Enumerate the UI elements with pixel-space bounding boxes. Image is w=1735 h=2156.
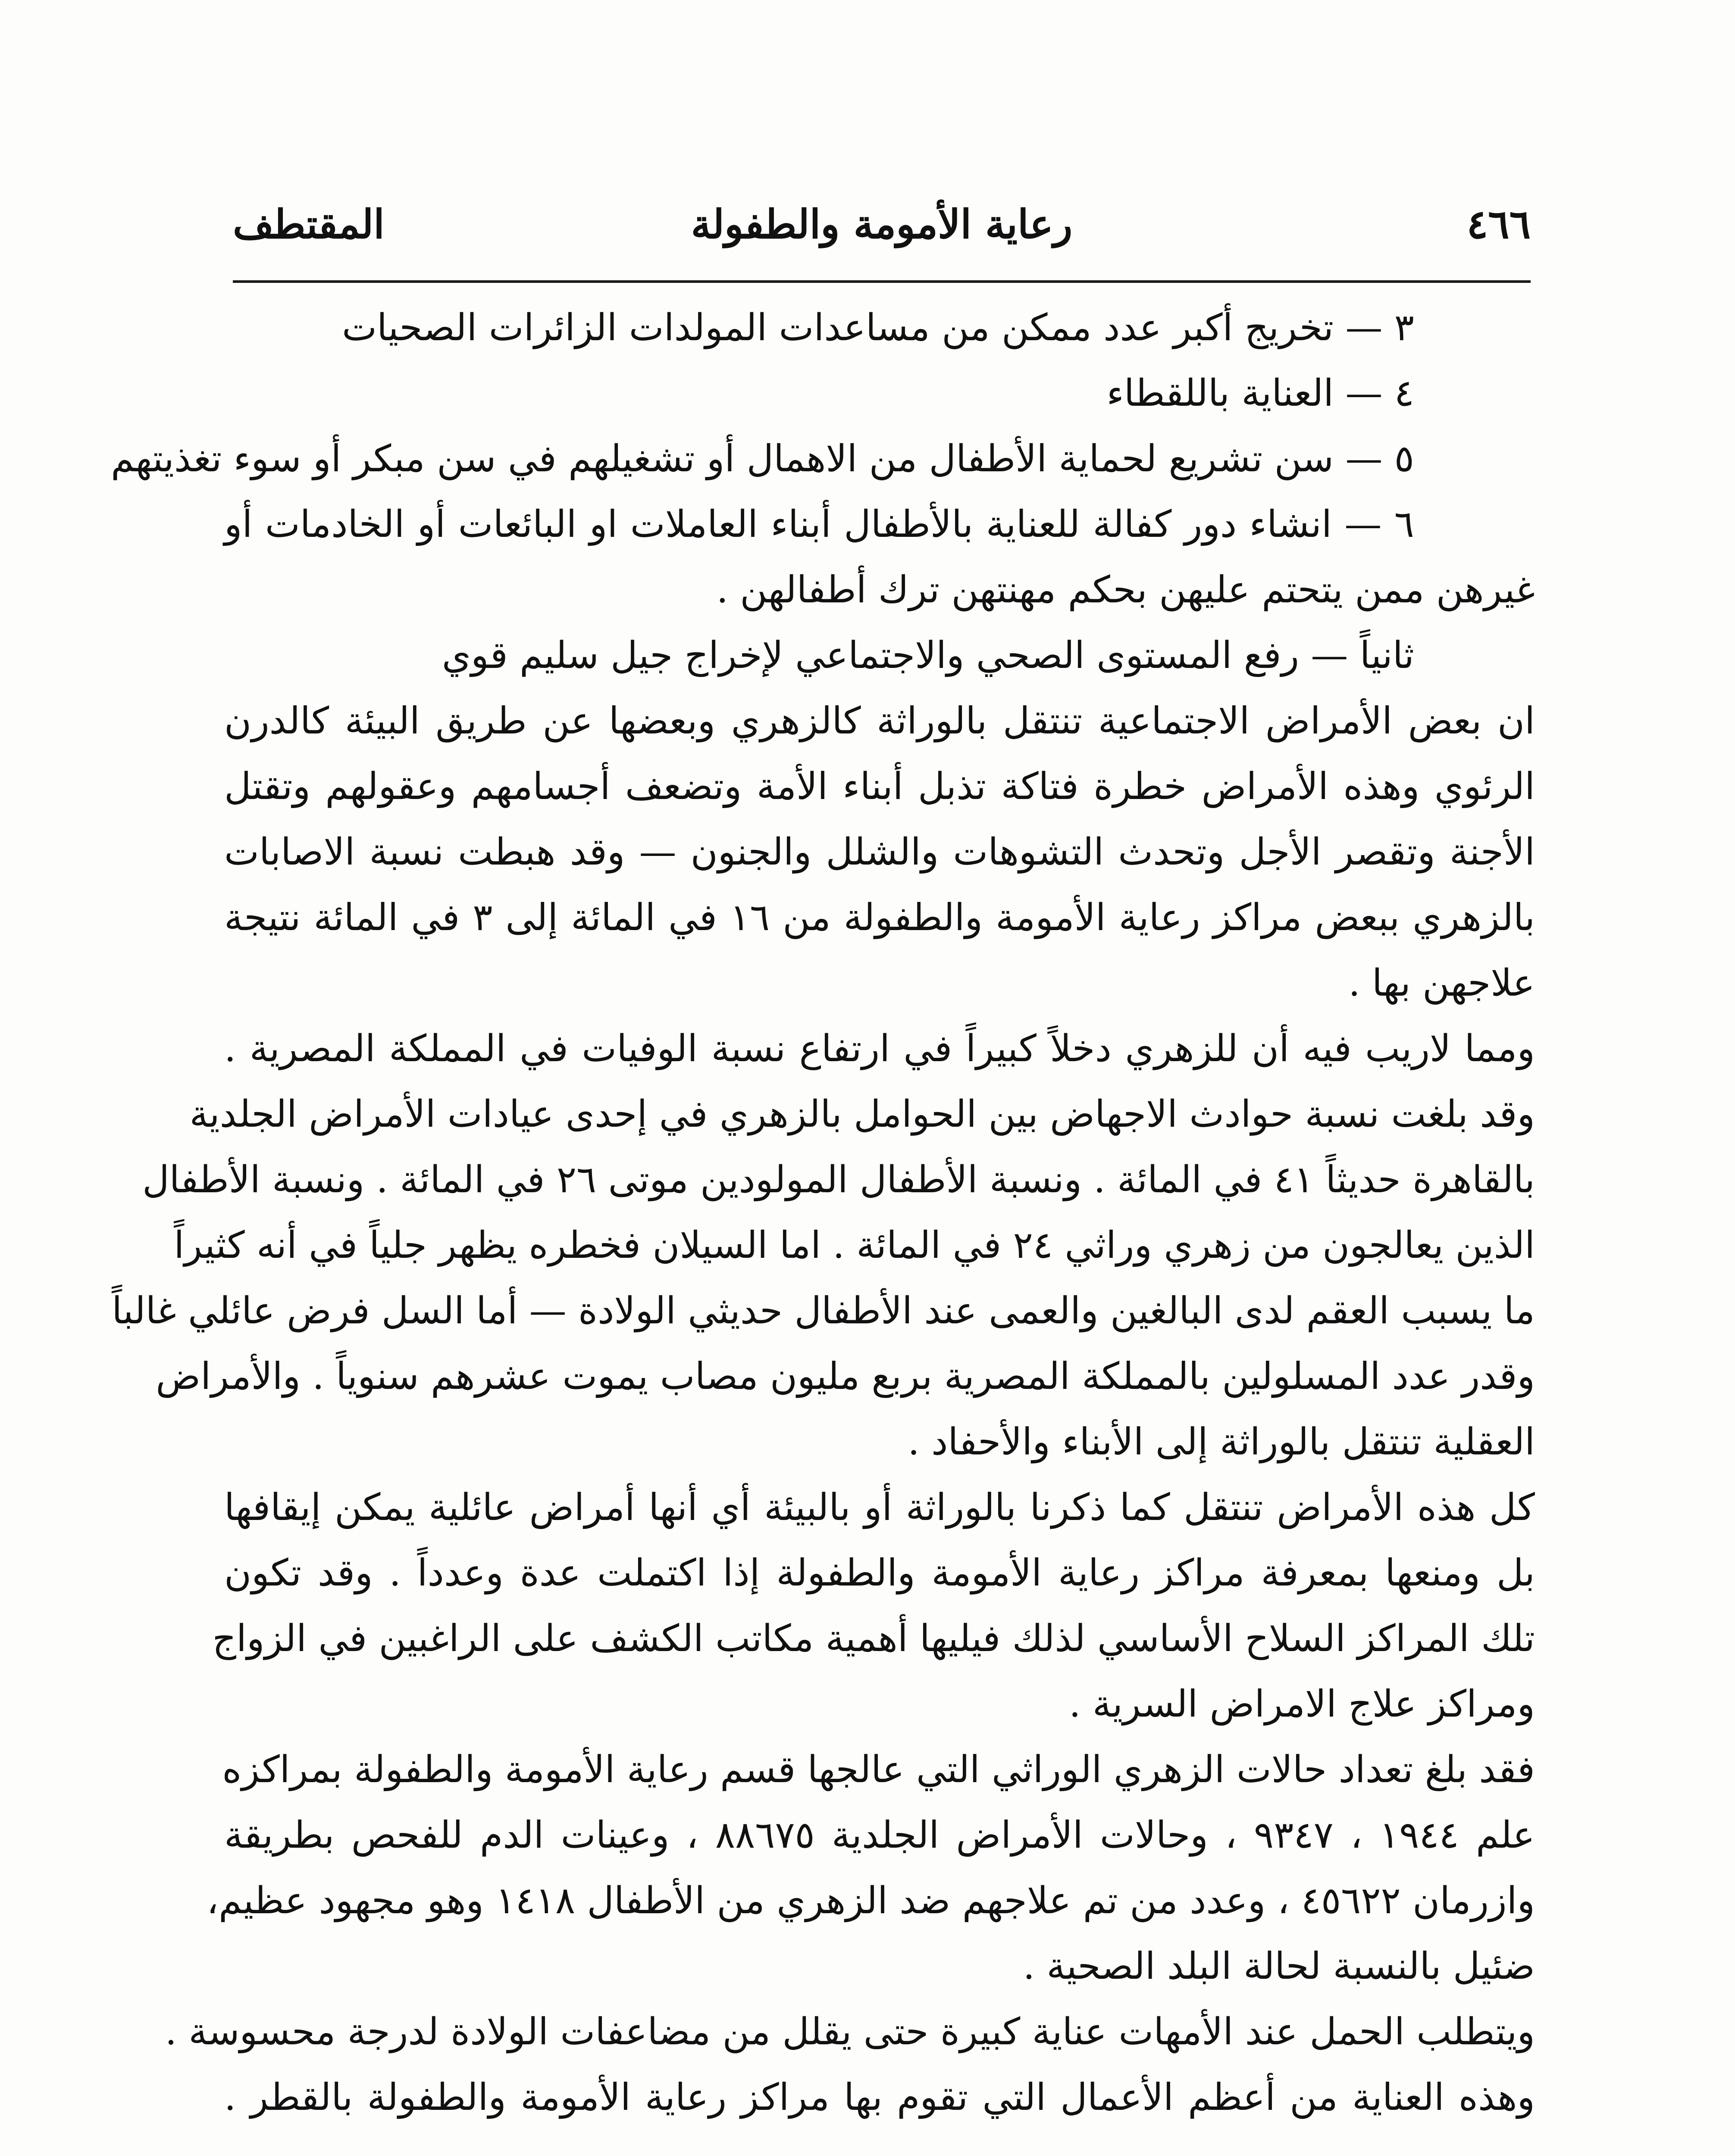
text-line: وهذه العناية من أعظم الأعمال التي تقوم بها مراكز رعاية الأمومة والطفولة بالقطر . xyxy=(224,2076,1535,2119)
text-line: ضئيل بالنسبة لحالة البلد الصحية . xyxy=(1023,1945,1535,1988)
page-header xyxy=(233,181,1531,259)
text-line: غيرهن ممن يتحتم عليهن بحكم مهنتهن ترك أطفالهن . xyxy=(716,568,1535,611)
text-line: فقد بلغ تعداد حالات الزهري الوراثي التي عالجها قسم رعاية الأمومة والطفولة بمراكزه xyxy=(222,1748,1535,1791)
text-line: علاجهن بها . xyxy=(1348,962,1535,1005)
text-line: بالقاهرة حديثاً ٤١ في المائة . ونسبة الأطفال المولودين موتى ٢٦ في المائة . ونسبة الأطفال xyxy=(142,1158,1535,1201)
text-line: الذين يعالجون من زهري وراثي ٢٤ في المائة . اما السيلان فخطره يظهر جلياً في أنه كثيراً xyxy=(174,1224,1535,1267)
journal-name: المقتطف xyxy=(233,201,385,248)
text-line: العقلية تنتقل بالوراثة إلى الأبناء والأحفاد . xyxy=(908,1420,1535,1463)
text-line: ٤ — العناية باللقطاء xyxy=(1106,372,1414,415)
text-line: بالزهري ببعض مراكز رعاية الأمومة والطفولة من ١٦ في المائة إلى ٣ في المائة نتيجة xyxy=(224,896,1535,939)
text-line: تلك المراكز السلاح الأساسي لذلك فيليها أهمية مكاتب الكشف على الراغبين في الزواج xyxy=(212,1617,1535,1660)
article-body xyxy=(111,302,1535,2137)
text-line: بل ومنعها بمعرفة مراكز رعاية الأمومة والطفولة إذا اكتملت عدة وعدداً . وقد تكون xyxy=(224,1551,1535,1595)
text-line: وازرمان ٤٥٦٢٢ ، وعدد من تم علاجهم ضد الزهري من الأطفال ١٤١٨ وهو مجهود عظيم، xyxy=(207,1879,1535,1922)
article-title: رعاية الأمومة والطفولة xyxy=(691,201,1073,248)
text-line: ٦ — انشاء دور كفالة للعناية بالأطفال أبناء العاملات او البائعات أو الخادمات أو xyxy=(224,503,1414,546)
text-line: وقدر عدد المسلولين بالمملكة المصرية بربع مليون مصاب يموت عشرهم سنوياً . والأمراض xyxy=(156,1355,1535,1398)
text-line: ومراكز علاج الامراض السرية . xyxy=(1069,1683,1535,1726)
text-line: ان بعض الأمراض الاجتماعية تنتقل بالوراثة كالزهري وبعضها عن طريق البيئة كالدرن xyxy=(224,699,1535,743)
page-number: ٤٦٦ xyxy=(1466,201,1531,248)
text-line: ٥ — سن تشريع لحماية الأطفال من الاهمال أو تشغيلهم في سن مبكر أو سوء تغذيتهم xyxy=(111,437,1414,480)
text-line: ويتطلب الحمل عند الأمهات عناية كبيرة حتى يقلل من مضاعفات الولادة لدرجة محسوسة . xyxy=(165,2010,1535,2053)
text-line: ثانياً — رفع المستوى الصحي والاجتماعي لإخراج جيل سليم قوي xyxy=(442,634,1414,677)
header-rule xyxy=(233,280,1531,283)
text-line: ما يسبب العقم لدى البالغين والعمى عند الأطفال حديثي الولادة — أما السل فرض عائلي غالباً xyxy=(112,1289,1535,1332)
text-line: علم ١٩٤٤ ، ٩٣٤٧ ، وحالات الأمراض الجلدية ٨٨٦٧٥ ، وعينات الدم للفحص بطريقة xyxy=(224,1814,1535,1857)
text-line: الأجنة وتقصر الأجل وتحدث التشوهات والشلل والجنون — وقد هبطت نسبة الاصابات xyxy=(224,830,1535,874)
text-line: ٣ — تخريج أكبر عدد ممكن من مساعدات المولدات الزائرات الصحيات xyxy=(342,306,1414,349)
text-line: وقد بلغت نسبة حوادث الاجهاض بين الحوامل بالزهري في إحدى عيادات الأمراض الجلدية xyxy=(189,1093,1535,1136)
text-line: ومما لاريب فيه أن للزهري دخلاً كبيراً في ارتفاع نسبة الوفيات في المملكة المصرية . xyxy=(224,1027,1535,1070)
text-line: الرئوي وهذه الأمراض خطرة فتاكة تذبل أبناء الأمة وتضعف أجسامهم وعقولهم وتقتل xyxy=(224,765,1535,808)
text-line: كل هذه الأمراض تنتقل كما ذكرنا بالوراثة أو بالبيئة أي أنها أمراض عائلية يمكن إيقافها xyxy=(224,1486,1535,1529)
